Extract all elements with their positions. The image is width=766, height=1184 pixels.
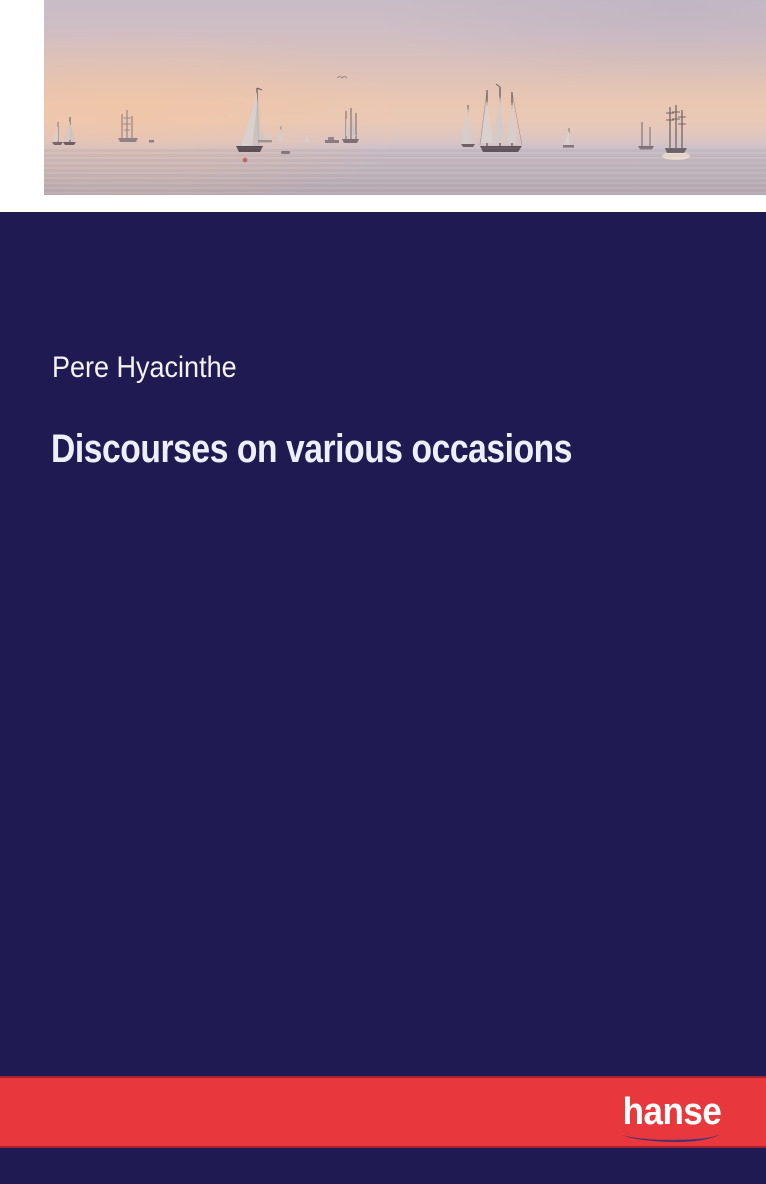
sailing-ships-illustration	[44, 0, 766, 195]
barque-icon	[662, 105, 690, 160]
book-title: Discourses on various occasions	[51, 427, 573, 471]
sailboat-icon	[52, 122, 63, 145]
sailboat-icon	[63, 117, 76, 145]
steamer-icon	[325, 137, 339, 143]
publisher-band	[0, 1076, 766, 1148]
tall-ship-icon	[118, 110, 138, 142]
bird-icon	[337, 77, 347, 79]
tall-ships-sunset-photo	[44, 0, 766, 195]
tall-ship-icon	[342, 108, 359, 143]
cover-body	[0, 212, 766, 1184]
small-boat-icon	[149, 140, 154, 142]
photo-section	[0, 0, 766, 212]
logo-swoosh-icon	[620, 1129, 724, 1143]
sailboat-icon	[563, 128, 574, 148]
sailboat-icon	[277, 126, 284, 141]
small-boat-icon	[281, 151, 290, 154]
yawl-icon	[638, 122, 654, 149]
sail-icon	[304, 134, 310, 142]
buoy-icon	[243, 158, 248, 163]
hanse-logo: hanse	[622, 1091, 721, 1133]
schooner-icon	[461, 84, 522, 152]
distant-sailboats-icon	[258, 128, 272, 142]
author-name: Pere Hyacinthe	[52, 351, 237, 384]
